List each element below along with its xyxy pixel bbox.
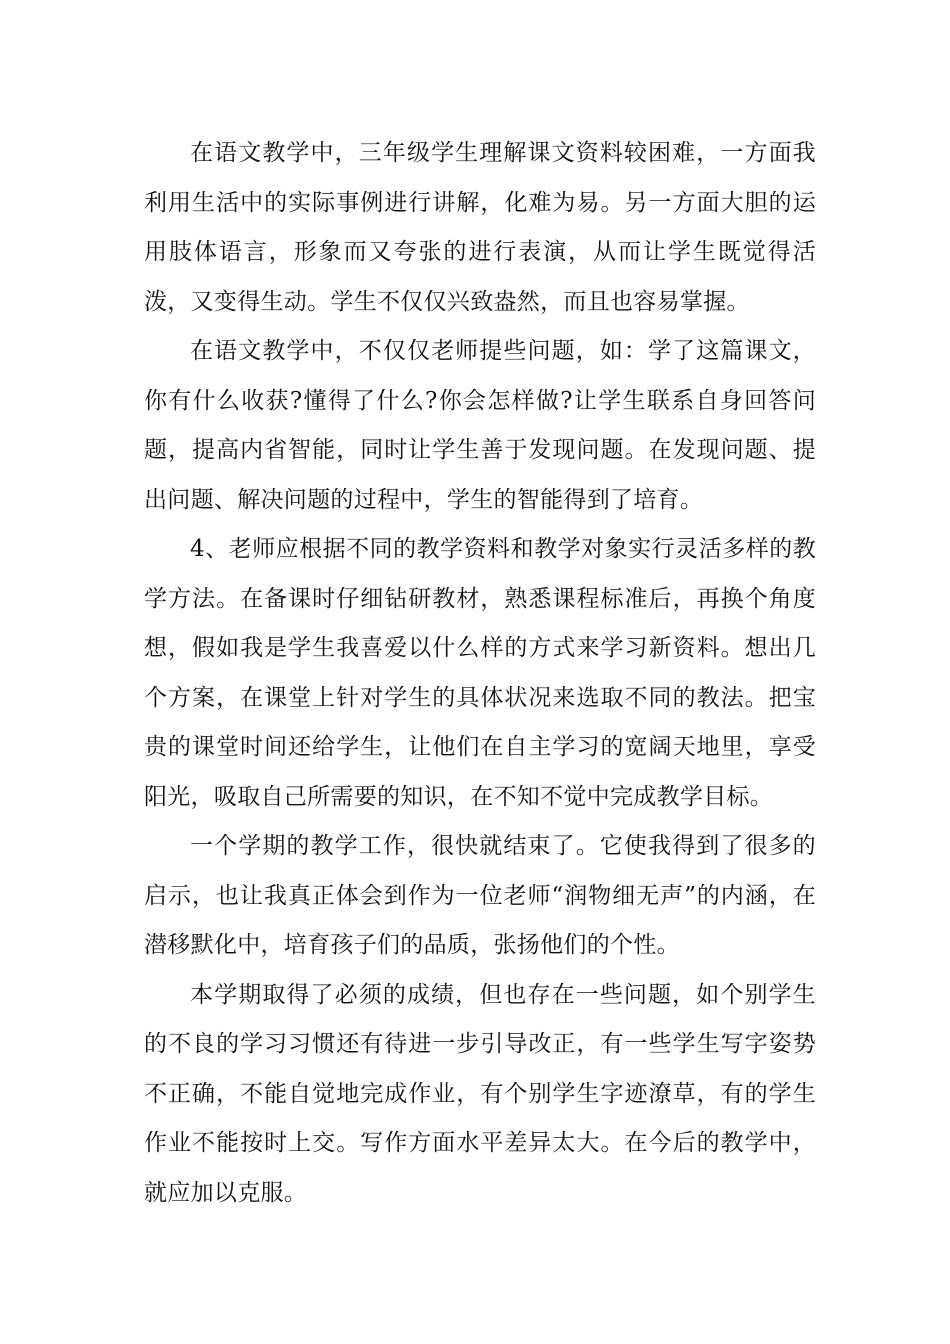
paragraph-1: 在语文教学中，三年级学生理解课文资料较困难，一方面我利用生活中的实际事例进行讲解，化难为易。另一方面大胆的运用肢体语言，形象而又夸张的进行表演，从而让学生既觉得活泼，又变得生动。学生不仅仅兴致盎然，而且也容易掌握。: [144, 140, 816, 315]
paragraph-2: 在语文教学中，不仅仅老师提些问题，如：学了这篇课文，你有什么收获?懂得了什么?你会怎样做?让学生联系自身回答问题，提高内省智能，同时让学生善于发现问题。在发现问题、提出问题、解决问题的过程中，学生的智能得到了培育。: [144, 338, 816, 513]
paragraph-5: 本学期取得了必须的成绩，但也存在一些问题，如个别学生的不良的学习习惯还有待进一步引导改正，有一些学生写字姿势不正确，不能自觉地完成作业，有个别学生字迹潦草，有的学生作业不能按时上交。写作方面水平差异太大。在今后的教学中，就应加以克服。: [144, 981, 816, 1206]
paragraph-3: 4、老师应根据不同的教学资料和教学对象实行灵活多样的教学方法。在备课时仔细钻研教材，熟悉课程标准后，再换个角度想，假如我是学生我喜爱以什么样的方式来学习新资料。想出几个方案，在课堂上针对学生的具体状况来选取不同的教法。把宝贵的课堂时间还给学生，让他们在自主学习的宽阔天地里，享受阳光，吸取自己所需要的知识，在不知不觉中完成教学目标。: [144, 536, 816, 810]
document-body: [144, 129, 816, 1218]
paragraph-4: 一个学期的教学工作，很快就结束了。它使我得到了很多的启示，也让我真正体会到作为一位老师“润物细无声”的内涵，在潜移默化中，培育孩子们的品质，张扬他们的个性。: [144, 833, 816, 958]
